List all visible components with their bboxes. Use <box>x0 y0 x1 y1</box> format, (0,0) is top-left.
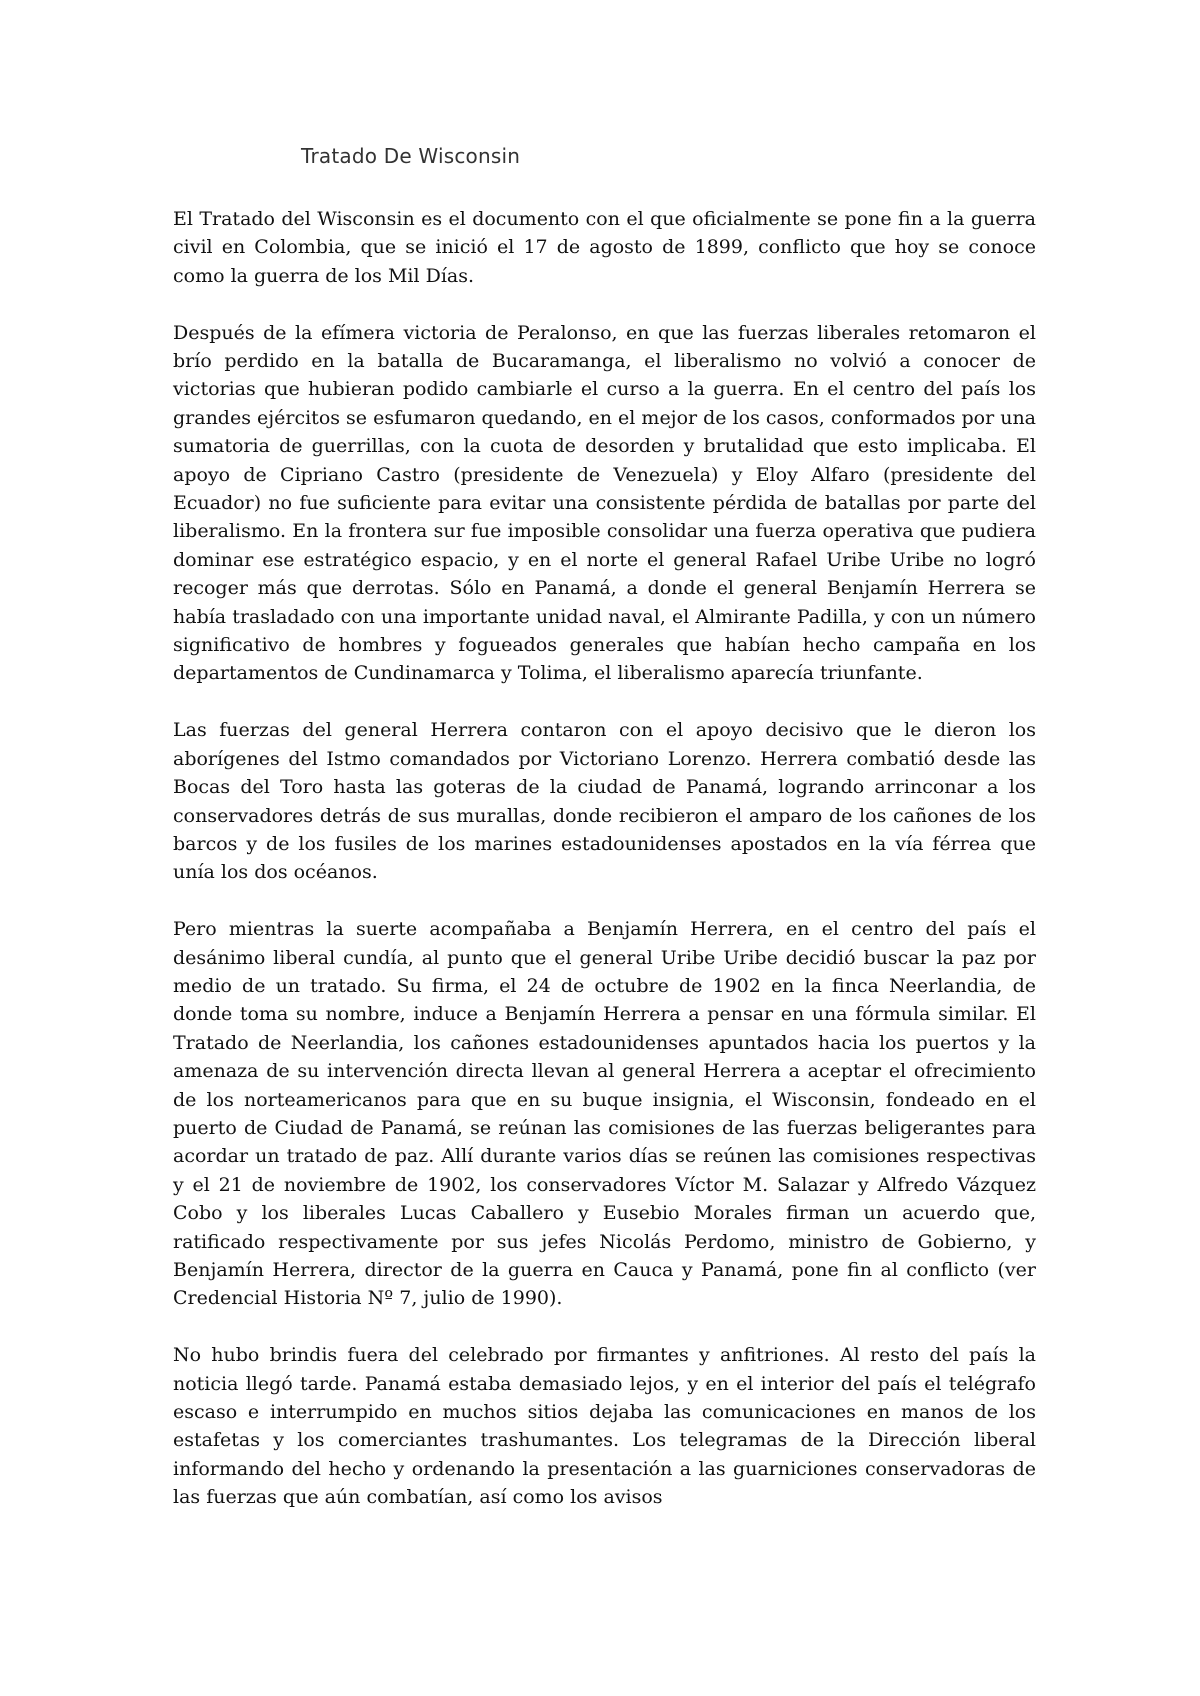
document-body <box>173 205 1036 1540</box>
paragraph: Después de la efímera victoria de Peralonso, en que las fuerzas liberales retomaron el brío perdido en la batalla de Bucaramanga, el liberalismo no volvió a conocer de victorias que hubieran podido cambiarle el curso a la guerra. En el centro del país los grandes ejércitos se esfumaron quedando, en el mejor de los casos, conformados por una sumatoria de guerrillas, con la cuota de desorden y brutalidad que esto implicaba. El apoyo de Cipriano Castro (presidente de Venezuela) y Eloy Alfaro (presidente del Ecuador) no fue suficiente para evitar una consistente pérdida de batallas por parte del liberalismo. En la frontera sur fue imposible consolidar una fuerza operativa que pudiera dominar ese estratégico espacio, y en el norte el general Rafael Uribe Uribe no logró recoger más que derrotas. Sólo en Panamá, a donde el general Benjamín Herrera se había trasladado con una importante unidad naval, el Almirante Padilla, y con un número significativo de hombres y fogueados generales que habían hecho campaña en los departamentos de Cundinamarca y Tolima, el liberalismo aparecía triunfante. <box>173 321 1037 685</box>
paragraph: No hubo brindis fuera del celebrado por firmantes y anfitriones. Al resto del país la noticia llegó tarde. Panamá estaba demasiado lejos, y en el interior del país el telégrafo escaso e interrumpido en muchos sitios dejaba las comunicaciones en manos de los estafetas y los comerciantes trashumantes. Los telegramas de la Dirección liberal informando del hecho y ordenando la presentación a las guarniciones conservadoras de las fuerzas que aún combatían, así como los avisos <box>173 1344 1036 1509</box>
document-title: Tratado De Wisconsin <box>301 144 521 168</box>
paragraph: Pero mientras la suerte acompañaba a Benjamín Herrera, en el centro del país el desánimo liberal cundía, al punto que el general Uribe Uribe decidió buscar la paz por medio de un tratado. Su firma, el 24 de octubre de 1902 en la finca Neerlandia, de donde toma su nombre, induce a Benjamín Herrera a pensar en una fórmula similar. El Tratado de Neerlandia, los cañones estadounidenses apuntados hacia los puertos y la amenaza de su intervención directa llevan al general Herrera a aceptar el ofrecimiento de los norteamericanos para que en su buque insignia, el Wisconsin, fondeado en el puerto de Ciudad de Panamá, se reúnan las comisiones de las fuerzas beligerantes para acordar un tratado de paz. Allí durante varios días se reúnen las comisiones respectivas y el 21 de noviembre de 1902, los conservadores Víctor M. Salazar y Alfredo Vázquez Cobo y los liberales Lucas Caballero y Eusebio Morales firman un acuerdo que, ratificado respectivamente por sus jefes Nicolás Perdomo, ministro de Gobierno, y Benjamín Herrera, director de la guerra en Cauca y Panamá, pone fin al conflicto (ver Credencial Historia Nº 7, julio de 1990). <box>173 918 1036 1310</box>
paragraph: Las fuerzas del general Herrera contaron con el apoyo decisivo que le dieron los aborígenes del Istmo comandados por Victoriano Lorenzo. Herrera combatió desde las Bocas del Toro hasta las goteras de la ciudad de Panamá, logrando arrinconar a los conservadores detrás de sus murallas, donde recibieron el amparo de los cañones de los barcos y de los fusiles de los marines estadounidenses apostados en la vía férrea que unía los dos océanos. <box>173 719 1036 884</box>
paragraph: El Tratado del Wisconsin es el documento con el que oficialmente se pone fin a la guerra civil en Colombia, que se inició el 17 de agosto de 1899, conflicto que hoy se conoce como la guerra de los Mil Días. <box>173 208 1036 287</box>
